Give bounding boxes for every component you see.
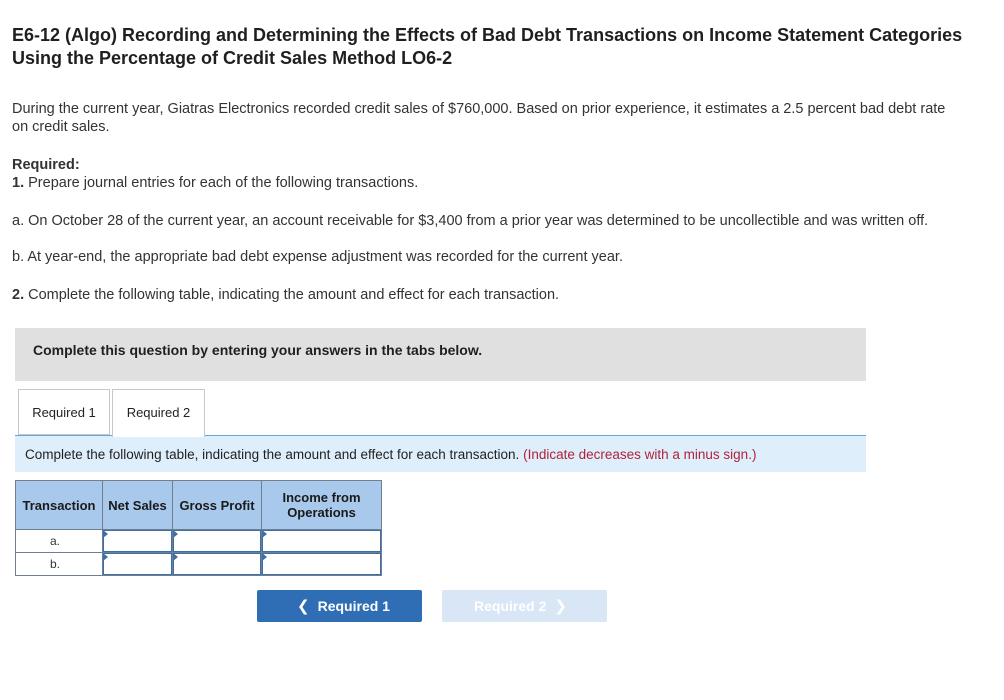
problem-title: E6-12 (Algo) Recording and Determining the Effects of Bad Debt Transactions on Income Statement Categories Using the Percentage of Credit Sales Method LO6-2 — [12, 25, 963, 68]
cell-flag-icon — [103, 553, 108, 561]
cell-flag-icon — [103, 530, 108, 538]
row-label-a: a. — [16, 530, 103, 553]
table-header-row — [16, 481, 382, 530]
row-label-b: b. — [16, 553, 103, 576]
required-heading: Required: — [12, 157, 80, 173]
tab-required-1[interactable]: Required 1 — [18, 389, 110, 435]
chevron-left-icon: ❮ — [297, 598, 310, 615]
instruction-text: Complete the following table, indicating the amount and effect for each transaction. — [25, 447, 520, 462]
requirement-2 — [12, 286, 559, 304]
cell-flag-icon — [173, 530, 178, 538]
header-income-from-operations: Income from Operations — [262, 481, 382, 530]
cell-flag-icon — [262, 530, 267, 538]
cell-flag-icon — [262, 553, 267, 561]
cell-b-income-from-operations — [262, 553, 382, 576]
input-b-gross-profit[interactable] — [173, 553, 261, 575]
next-required-button[interactable] — [442, 590, 607, 622]
cell-a-net-sales — [103, 530, 173, 553]
requirement-1-text: Prepare journal entries for each of the following transactions. — [28, 175, 419, 191]
input-b-net-sales[interactable] — [103, 553, 172, 575]
header-net-sales: Net Sales — [103, 481, 173, 530]
instructions-banner: Complete this question by entering your answers in the tabs below. — [15, 328, 866, 381]
input-a-net-sales[interactable] — [103, 530, 172, 552]
requirement-1-number: 1. — [12, 175, 25, 191]
tab-instruction — [15, 436, 866, 472]
instruction-hint: (Indicate decreases with a minus sign.) — [523, 447, 757, 462]
prev-required-button[interactable] — [257, 590, 422, 622]
requirement-2-number: 2. — [12, 287, 25, 303]
tab-required-2[interactable]: Required 2 — [112, 389, 205, 437]
next-button-label: Required 2 — [474, 598, 547, 614]
input-b-income-from-operations[interactable] — [262, 553, 381, 575]
table-row — [16, 553, 382, 576]
cell-b-net-sales — [103, 553, 173, 576]
requirement-1 — [12, 174, 418, 192]
transaction-b-text: b. At year-end, the appropriate bad debt expense adjustment was recorded for the current year. — [12, 249, 623, 265]
chevron-right-icon: ❯ — [554, 598, 567, 615]
table-row — [16, 530, 382, 553]
input-a-gross-profit[interactable] — [173, 530, 261, 552]
header-transaction: Transaction — [16, 481, 103, 530]
cell-a-income-from-operations — [262, 530, 382, 553]
effects-table — [15, 480, 382, 576]
cell-b-gross-profit — [173, 553, 262, 576]
header-gross-profit: Gross Profit — [173, 481, 262, 530]
input-a-income-from-operations[interactable] — [262, 530, 381, 552]
problem-intro: During the current year, Giatras Electronics recorded credit sales of $760,000. Based on prior experience, it estimates a 2.5 percent bad debt rate on credit sales. — [12, 101, 946, 135]
cell-a-gross-profit — [173, 530, 262, 553]
requirement-2-text: Complete the following table, indicating the amount and effect for each transaction. — [28, 287, 560, 303]
transaction-a-text: a. On October 28 of the current year, an account receivable for $3,400 from a prior year was determined to be uncollectible and was written off. — [12, 213, 929, 229]
cell-flag-icon — [173, 553, 178, 561]
prev-button-label: Required 1 — [317, 598, 390, 614]
